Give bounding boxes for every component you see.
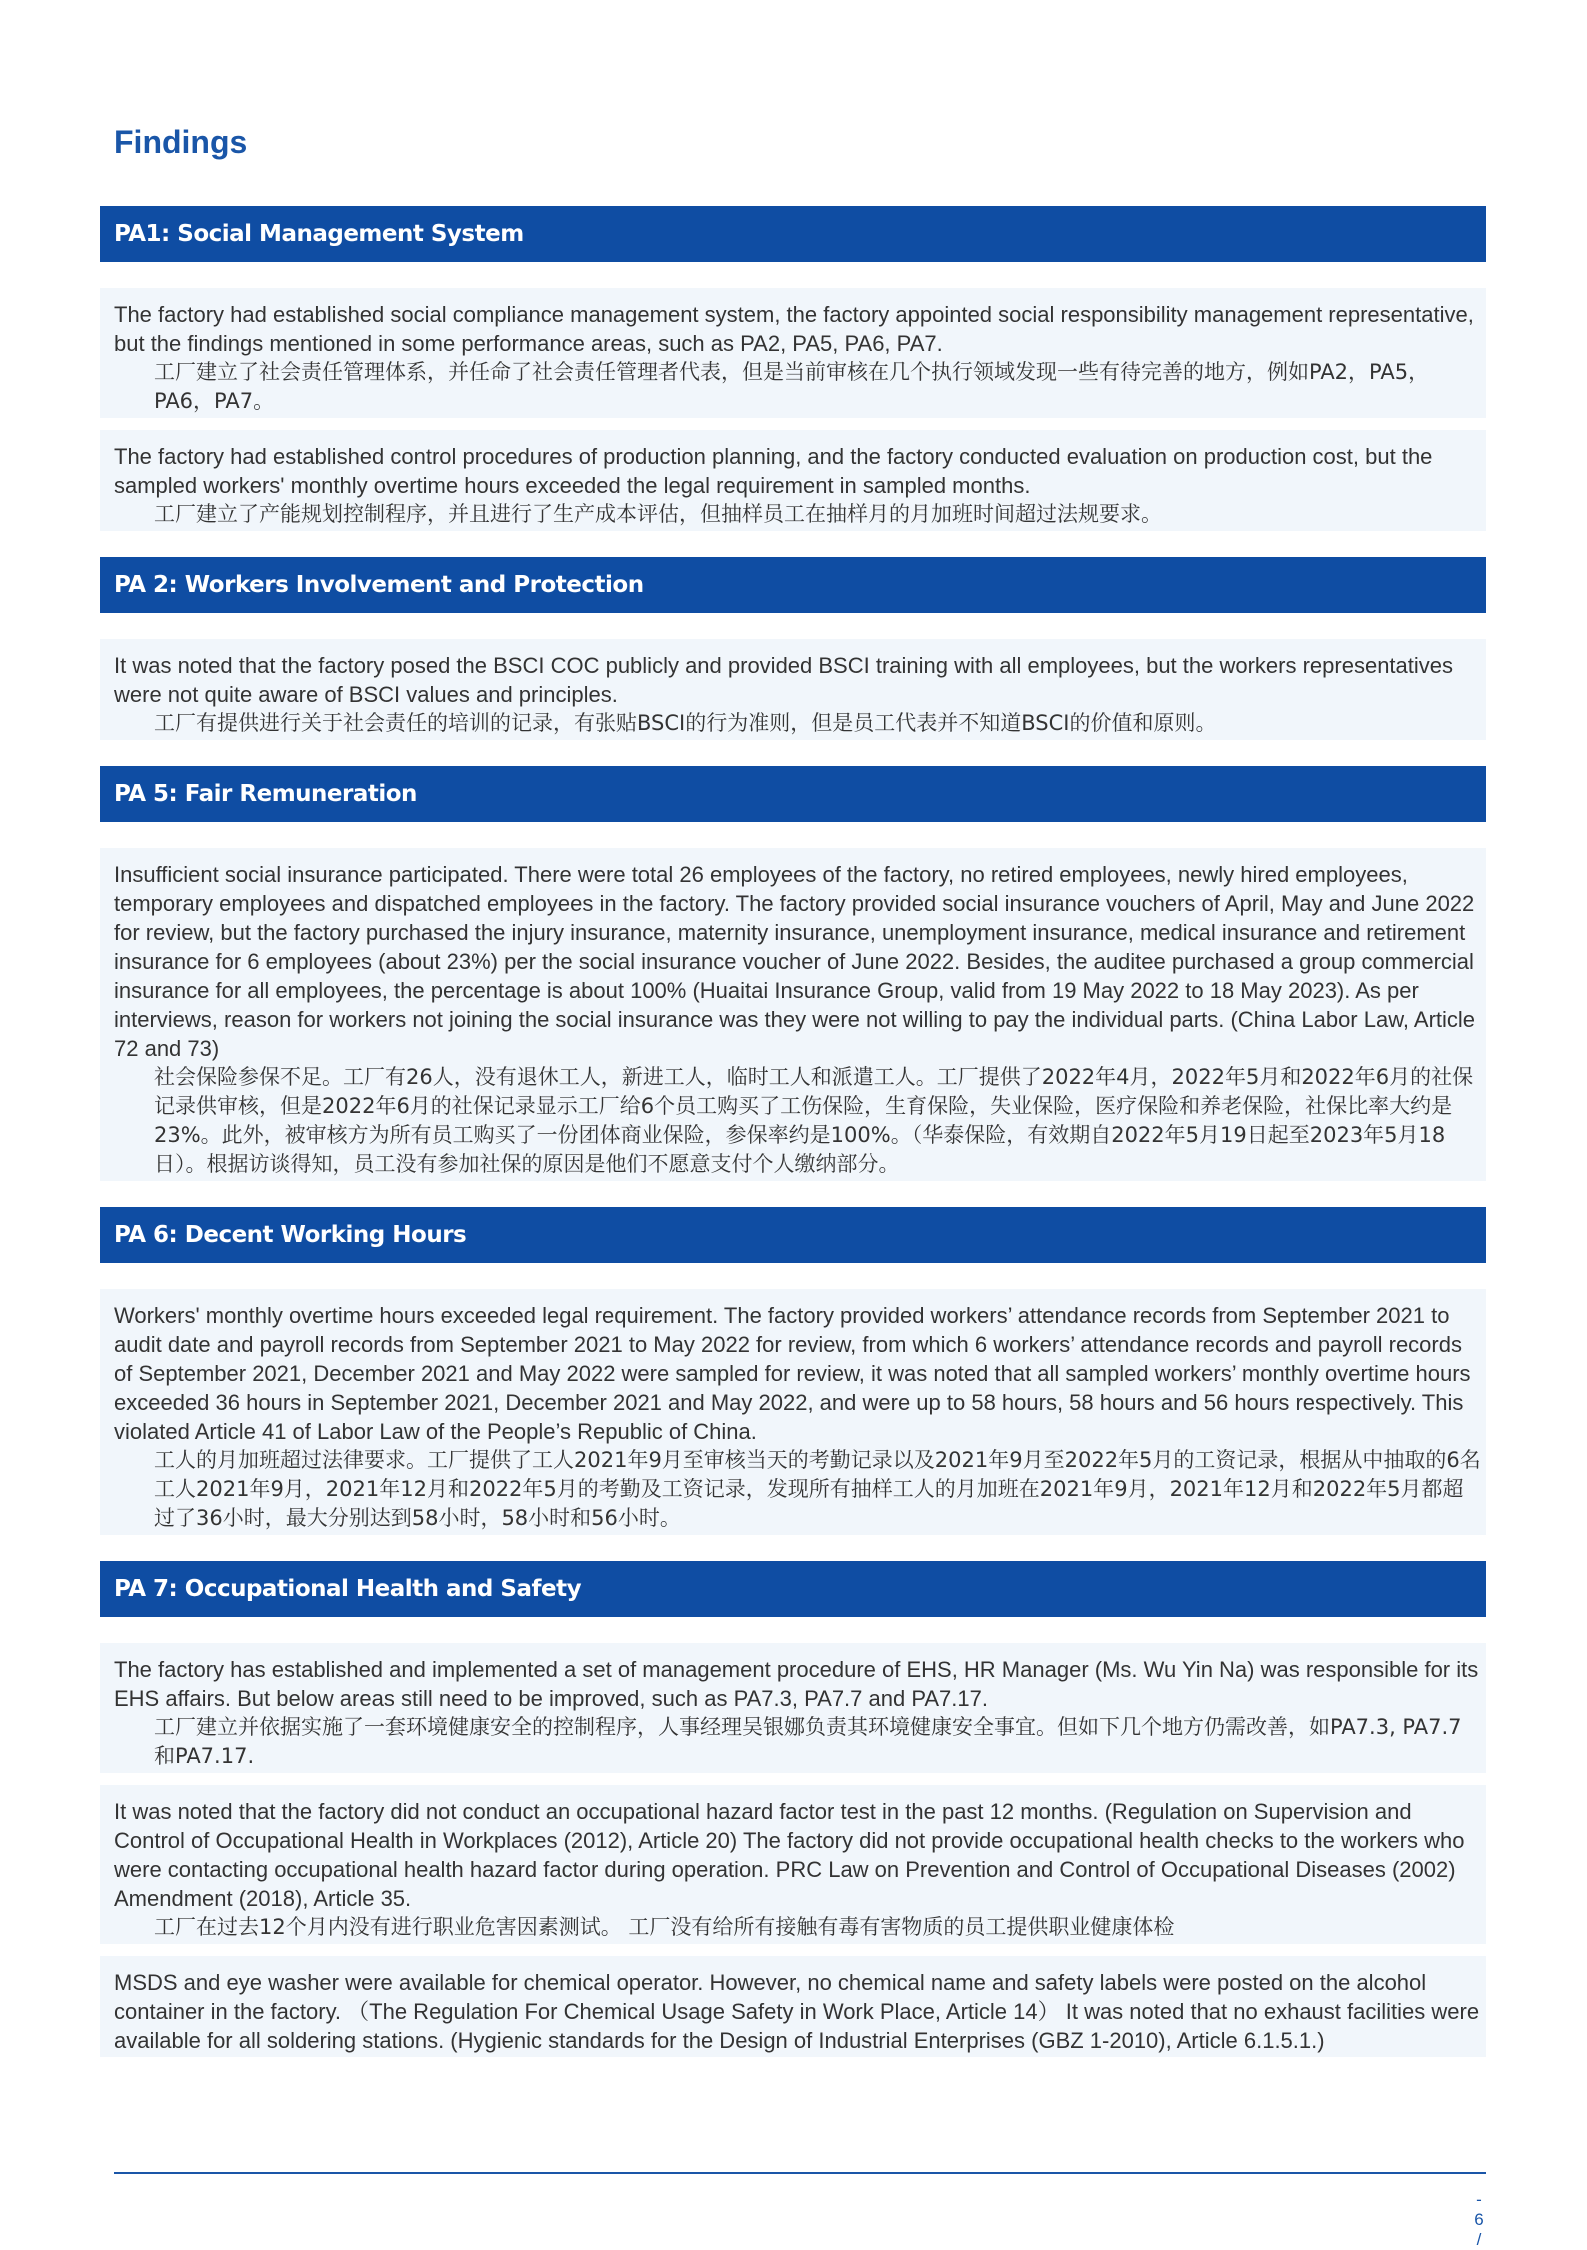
finding-text-zh: 工人的月加班超过法律要求。工厂提供了工人2021年9月至审核当天的考勤记录以及2021年9月至2022年5月的工资记录，根据从中抽取的6名工人2021年9月，2021年12月和2022年5月的考勤及工资记录，发现所有抽样工人的月加班在2021年9月，2021年12月和2022年5月都超过了36小时，最大分别达到58小时，58小时和56小时。 (154, 1448, 1481, 1530)
page-title: Findings (114, 124, 248, 160)
section-header: PA 7: Occupational Health and Safety (100, 1561, 1486, 1617)
section-header: PA 5: Fair Remuneration (100, 766, 1486, 822)
finding-section (100, 1207, 1486, 1535)
finding-section (100, 206, 1486, 531)
finding-item (100, 430, 1486, 531)
finding-text-en: The factory had established social compliance management system, the factory appointed social responsibility management representative, but the findings mentioned in some performance areas, such as PA2, PA5, PA6, PA7. (114, 302, 1474, 356)
finding-text-en: It was noted that the factory did not conduct an occupational hazard factor test in the past 12 months. (Regulation on Supervision and Control of Occupational Health in Workplaces (2012), Article 20) The factory did not provide occupational health checks to the workers who were contacting occupational health hazard factor during operation. PRC Law on Prevention and Control of Occupational Diseases (2002) Amendment (2018), Article 35. (114, 1799, 1465, 1911)
finding-item (100, 1956, 1486, 2057)
finding-section (100, 557, 1486, 740)
finding-text-zh: 工厂建立了产能规划控制程序，并且进行了生产成本评估，但抽样员工在抽样月的月加班时间超过法规要求。 (154, 502, 1162, 526)
finding-text-zh: 社会保险参保不足。工厂有26人，没有退休工人，新进工人，临时工人和派遣工人。工厂提供了2022年4月，2022年5月和2022年6月的社保记录供审核，但是2022年6月的社保记录显示工厂给6个员工购买了工伤保险，生育保险，失业保险，医疗保险和养老保险，社保比率大约是23%。此外，被审核方为所有员工购买了一份团体商业保险，参保率约是100%。（华泰保险，有效期自2022年5月19日起至2023年5月18日）。根据访谈得知，员工没有参加社保的原因是他们不愿意支付个人缴纳部分。 (154, 1065, 1474, 1176)
finding-text-zh: 工厂建立了社会责任管理体系，并任命了社会责任管理者代表，但是当前审核在几个执行领域发现一些有待完善的地方，例如PA2，PA5，PA6，PA7。 (154, 360, 1430, 413)
finding-text-en: Insufficient social insurance participated. There were total 26 employees of the factory, no retired employees, newly hired employees, temporary employees and dispatched employees in the factory. The factory provided social insurance vouchers of April, May and June 2022 for review, but the factory purchased the injury insurance, maternity insurance, unemployment insurance, medical insurance and retirement insurance for 6 employees (about 23%) per the social insurance voucher of June 2022. Besides, the auditee purchased a group commercial insurance for all employees, the percentage is about 100% (Huaitai Insurance Group, valid from 19 May 2022 to 18 May 2023). As per interviews, reason for workers not joining the social insurance was they were not willing to pay the individual parts. (China Labor Law, Article 72 and 73) (114, 862, 1476, 1061)
finding-text-en: MSDS and eye washer were available for chemical operator. However, no chemical name and safety labels were posted on the alcohol container in the factory. （The Regulation For Chemical Usage Safety in Work Place, Article 14） It was noted that no exhaust facilities were available for all soldering stations. (Hygienic standards for the Design of Industrial Enterprises (GBZ 1-2010), Article 6.1.5.1.) (114, 1970, 1480, 2053)
finding-section (100, 766, 1486, 1181)
finding-text-en: The factory has established and implemented a set of management procedure of EHS, HR Manager (Ms. Wu Yin Na) was responsible for its EHS affairs. But below areas still need to be improved, such as PA7.3, PA7.7 and PA7.17. (114, 1657, 1479, 1711)
section-header: PA 6: Decent Working Hours (100, 1207, 1486, 1263)
finding-item (100, 288, 1486, 418)
findings-list (100, 206, 1486, 2083)
footer-divider (114, 2172, 1486, 2174)
finding-text-en: Workers' monthly overtime hours exceeded legal requirement. The factory provided workers’ attendance records from September 2021 to audit date and payroll records from September 2021 to May 2022 for review, from which 6 workers’ attendance records and payroll records of September 2021, December 2021 and May 2022 were sampled for review, it was noted that all sampled workers’ monthly overtime hours exceeded 36 hours in September 2021, December 2021 and May 2022, and were up to 58 hours, 58 hours and 56 hours respectively. This violated Article 41 of Labor Law of the People’s Republic of China. (114, 1303, 1471, 1444)
finding-item (100, 1643, 1486, 1773)
finding-text-en: The factory had established control procedures of production planning, and the factory conducted evaluation on production cost, but the sampled workers' monthly overtime hours exceeded the legal requirement in sampled months. (114, 444, 1433, 498)
finding-item (100, 1785, 1486, 1944)
finding-item (100, 1289, 1486, 1535)
page-number: - 6 / (1474, 2190, 1484, 2249)
finding-text-zh: 工厂有提供进行关于社会责任的培训的记录，有张贴BSCI的行为准则，但是员工代表并不知道BSCI的价值和原则。 (154, 711, 1217, 735)
finding-section (100, 1561, 1486, 2057)
finding-text-zh: 工厂建立并依据实施了一套环境健康安全的控制程序，人事经理吴银娜负责其环境健康安全事宜。但如下几个地方仍需改善，如PA7.3, PA7.7和PA7.17. (154, 1715, 1462, 1768)
section-header: PA 2: Workers Involvement and Protection (100, 557, 1486, 613)
finding-item (100, 639, 1486, 740)
finding-text-en: It was noted that the factory posed the BSCI COC publicly and provided BSCI training with all employees, but the workers representatives were not quite aware of BSCI values and principles. (114, 653, 1454, 707)
finding-item (100, 848, 1486, 1181)
finding-text-zh: 工厂在过去12个月内没有进行职业危害因素测试。 工厂没有给所有接触有毒有害物质的员工提供职业健康体检 (154, 1915, 1175, 1939)
section-header: PA1: Social Management System (100, 206, 1486, 262)
